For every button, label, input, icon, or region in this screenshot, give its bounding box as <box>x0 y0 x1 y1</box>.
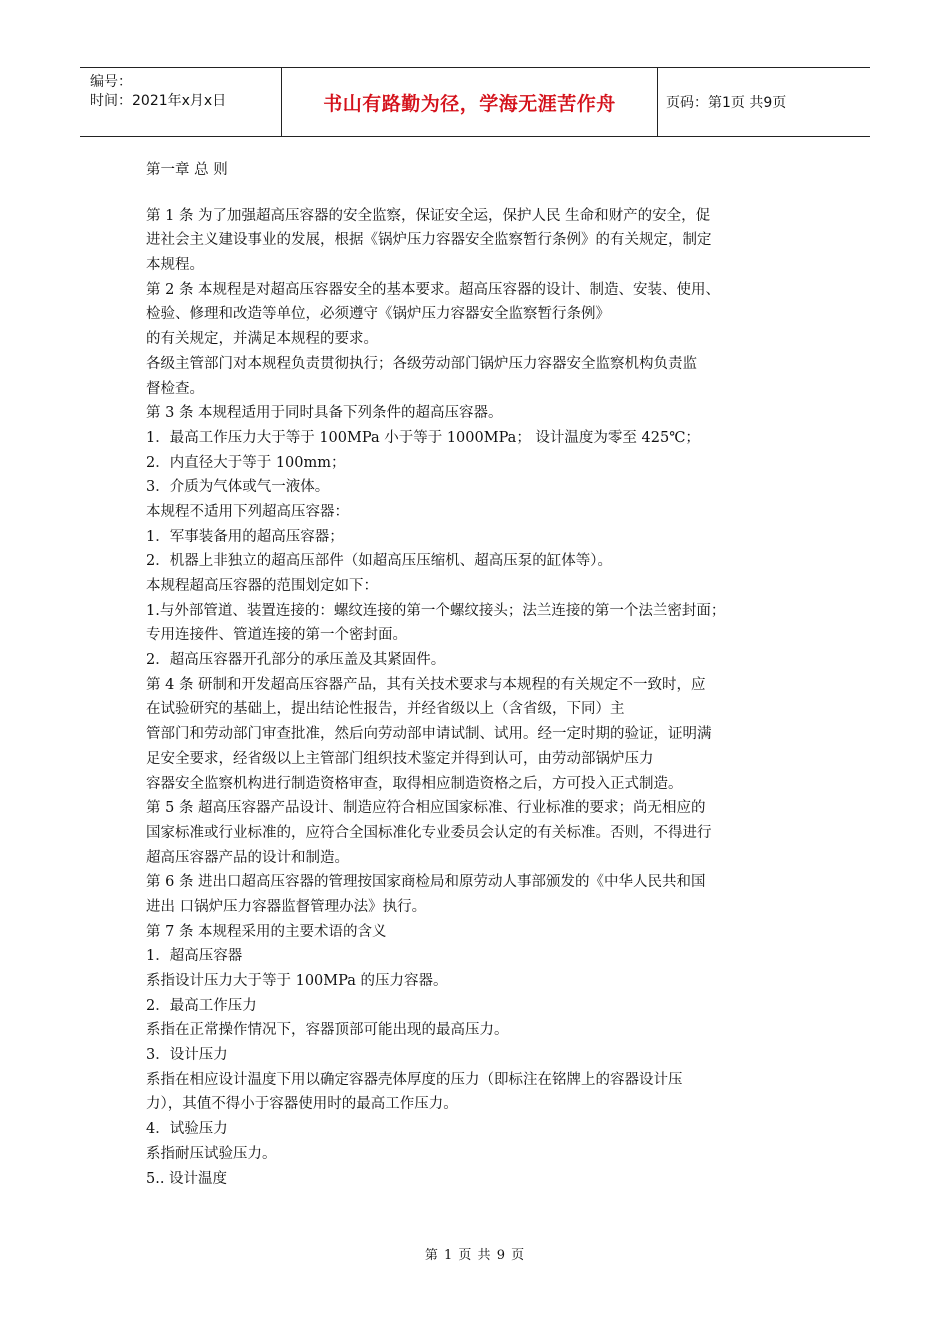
body-line: 2．超高压容器开孔部分的承压盖及其紧固件。 <box>146 652 446 669</box>
body-line: 本规程超高压容器的范围划定如下： <box>146 578 378 594</box>
body-line: 的有关规定，并满足本规程的要求。 <box>146 331 378 348</box>
header-motto-cell <box>282 68 658 136</box>
body-line: 2．机器上非独立的超高压部件（如超高压压缩机、超高压泵的缸体等）。 <box>146 553 612 570</box>
body-line: 督检查。 <box>146 380 204 397</box>
body-line: 第 2 条 本规程是对超高压容器安全的基本要求。超高压容器的设计、制造、安装、使用、 <box>146 281 721 298</box>
body-line: 4．试验压力 <box>146 1121 228 1138</box>
body-line: 容器安全监察机构进行制造资格审查，取得相应制造资格之后，方可投入正式制造。 <box>146 775 683 792</box>
body-line: 本规程不适用下列超高压容器： <box>146 503 349 520</box>
document-body <box>146 158 816 1191</box>
body-line: 国家标准或行业标准的，应符合全国标准化专业委员会认定的有关标准。否则，不得进行 <box>146 824 712 841</box>
body-line: 3．设计压力 <box>146 1047 228 1064</box>
body-line: 检验、修理和改造等单位，必须遵守《锅炉压力容器安全监察暂行条例》 <box>146 306 610 323</box>
body-line: 管部门和劳动部门审查批准，然后向劳动部申请试制、试用。经一定时期的验证，证明满 <box>146 726 712 743</box>
body-line: 第 3 条 本规程适用于同时具备下列条件的超高压容器。 <box>146 405 503 422</box>
header-page-number: 页码：第1页 共9页 <box>666 95 787 111</box>
body-line: 1.与外部管道、装置连接的：螺纹连接的第一个螺纹接头；法兰连接的第一个法兰密封面； <box>146 602 726 619</box>
body-line: 3．介质为气体或气一液体。 <box>146 479 330 496</box>
chapter-title: 第一章 总 则 <box>146 162 228 178</box>
body-line: 第 4 条 研制和开发超高压容器产品，其有关技术要求与本规程的有关规定不一致时，应 <box>146 676 706 693</box>
body-line: 进社会主义建设事业的发展，根据《锅炉压力容器安全监察暂行条例》的有关规定，制定 <box>146 232 712 249</box>
page-header <box>80 67 870 137</box>
document-number-label: 编号： <box>90 74 132 90</box>
body-line: 1．超高压容器 <box>146 948 243 965</box>
page-footer: 第 1 页 共 9 页 <box>424 1248 526 1263</box>
body-line: 力），其值不得小于容器使用时的最高工作压力。 <box>146 1096 458 1113</box>
document-time-label: 时间：2021年x月x日 <box>90 93 227 109</box>
body-text <box>146 204 816 1192</box>
body-line: 进出 口锅炉压力容器监督管理办法》执行。 <box>146 898 427 915</box>
header-motto: 书山有路勤为径，学海无涯苦作舟 <box>323 92 616 115</box>
body-line: 第 1 条 为了加强超高压容器的安全监察，保证安全运，保护人民 生命和财产的安全，促 <box>146 207 711 224</box>
body-line: 1．军事装备用的超高压容器； <box>146 528 344 545</box>
body-line: 系指在正常操作情况下，容器顶部可能出现的最高压力。 <box>146 1022 509 1039</box>
body-line: 系指耐压试验压力。 <box>146 1145 277 1162</box>
body-line: 2．内直径大于等于 100mm； <box>146 454 346 471</box>
body-line: 系指在相应设计温度下用以确定容器壳体厚度的压力（即标注在铭牌上的容器设计压 <box>146 1071 683 1088</box>
body-line: 第 7 条 本规程采用的主要术语的含义 <box>146 923 387 940</box>
header-page-cell <box>658 68 870 136</box>
body-line: 5.. 设计温度 <box>146 1170 228 1187</box>
body-line: 专用连接件、管道连接的第一个密封面。 <box>146 627 407 644</box>
body-line: 第 6 条 进出口超高压容器的管理按国家商检局和原劳动人事部颁发的《中华人民共和国 <box>146 874 706 891</box>
body-line: 1．最高工作压力大于等于 100MPa 小于等于 1000MPa； 设计温度为零至 425℃； <box>146 429 700 446</box>
body-line: 超高压容器产品的设计和制造。 <box>146 849 349 866</box>
header-meta <box>80 68 282 136</box>
body-line: 在试验研究的基础上，提出结论性报告，并经省级以上（含省级，下同）主 <box>146 701 625 718</box>
body-line: 2．最高工作压力 <box>146 997 257 1014</box>
body-line: 系指设计压力大于等于 100MPa 的压力容器。 <box>146 973 448 989</box>
body-line: 足安全要求，经省级以上主管部门组织技术鉴定并得到认可，由劳动部锅炉压力 <box>146 750 654 767</box>
body-line: 各级主管部门对本规程负责贯彻执行；各级劳动部门锅炉压力容器安全监察机构负责监 <box>146 355 697 372</box>
body-line: 第 5 条 超高压容器产品设计、制造应符合相应国家标准、行业标准的要求；尚无相应的 <box>146 800 706 817</box>
body-line: 本规程。 <box>146 257 204 274</box>
